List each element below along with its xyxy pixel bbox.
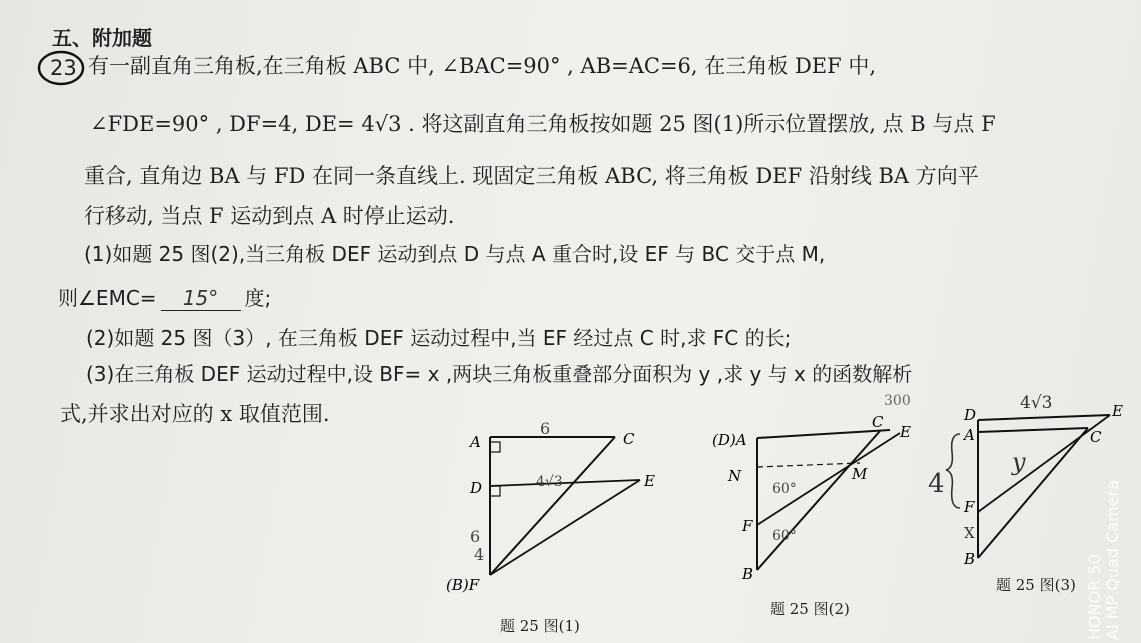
label-C: C — [872, 413, 884, 431]
sub-question-1: (1)如题 25 图(2),当三角板 DEF 运动到点 D 与点 A 重合时,设 EF 与 BC 交于点 M, — [84, 242, 826, 266]
answer-blank: 15° — [161, 286, 241, 311]
label-A: A — [964, 426, 975, 444]
label-F: F — [964, 498, 975, 516]
label-C: C — [1090, 428, 1102, 446]
hw-angle-2: 60° — [772, 528, 797, 544]
label-BF: (B)F — [446, 576, 480, 594]
hw-four: 4 — [928, 469, 945, 499]
label-M: M — [852, 465, 868, 483]
answer-prefix: 则∠EMC= — [58, 286, 157, 310]
sub-question-1-answer-line — [58, 282, 271, 311]
label-E: E — [644, 472, 655, 490]
hw-top: 300 — [884, 393, 911, 409]
label-E: E — [900, 423, 911, 441]
hw-top: 6 — [540, 419, 551, 438]
figure-2-diagram — [700, 395, 930, 585]
watermark-line-1: HONOR 50 — [1085, 554, 1104, 640]
label-E: E — [1112, 402, 1123, 420]
hw-angle-1: 60° — [772, 481, 797, 497]
hw-x: X — [964, 524, 975, 542]
hw-y: y — [1012, 448, 1026, 476]
sub-question-3-cont: 式,并求出对应的 x 取值范围. — [60, 402, 330, 426]
hw-side2: 4 — [474, 545, 485, 564]
hw-top: 4√3 — [1020, 393, 1053, 413]
figure-2-caption: 题 25 图(2) — [770, 600, 850, 618]
answer-suffix: 度; — [244, 286, 272, 310]
question-line-3: 重合, 直角边 BA 与 FD 在同一条直线上. 现固定三角板 ABC, 将三角板 DEF 沿射线 BA 方向平 — [84, 164, 979, 188]
figure-1-diagram — [440, 420, 670, 610]
figure-1-caption: 题 25 图(1) — [500, 617, 580, 635]
sub-question-2: (2)如题 25 图（3）, 在三角板 DEF 运动过程中,当 EF 经过点 C 时,求 FC 的长; — [86, 326, 792, 350]
label-F: F — [742, 517, 753, 535]
label-N: N — [728, 467, 742, 485]
question-number: 23 — [50, 56, 77, 80]
label-B: B — [964, 550, 976, 568]
sub-question-3: (3)在三角板 DEF 运动过程中,设 BF= x ,两块三角板重叠部分面积为 y ,求 y 与 x 的函数解析 — [86, 362, 913, 386]
section-title: 五、附加题 — [52, 26, 152, 50]
label-B: B — [742, 565, 754, 583]
label-DA: (D)A — [712, 431, 747, 449]
label-A: A — [470, 433, 481, 451]
question-line-2: ∠FDE=90° , DF=4, DE= 4√3 . 将这副直角三角板按如题 25 图(1)所示位置摆放, 点 B 与点 F — [90, 112, 996, 136]
question-line-4: 行移动, 当点 F 运动到点 A 时停止运动. — [84, 204, 455, 228]
camera-watermark — [1086, 460, 1141, 640]
label-D: D — [470, 479, 483, 497]
hw-mid: 4√3 — [536, 474, 563, 490]
figure-3-caption: 题 25 图(3) — [996, 576, 1076, 594]
label-C: C — [623, 430, 635, 448]
bleed-through-text — [300, 0, 1100, 40]
watermark-line-2: AI MP Quad Camera — [1103, 480, 1122, 640]
hw-side: 6 — [470, 527, 481, 546]
question-line-1: 有一副直角三角板,在三角板 ABC 中, ∠BAC=90° , AB=AC=6, 在三角板 DEF 中, — [88, 54, 877, 78]
label-D: D — [964, 406, 977, 424]
